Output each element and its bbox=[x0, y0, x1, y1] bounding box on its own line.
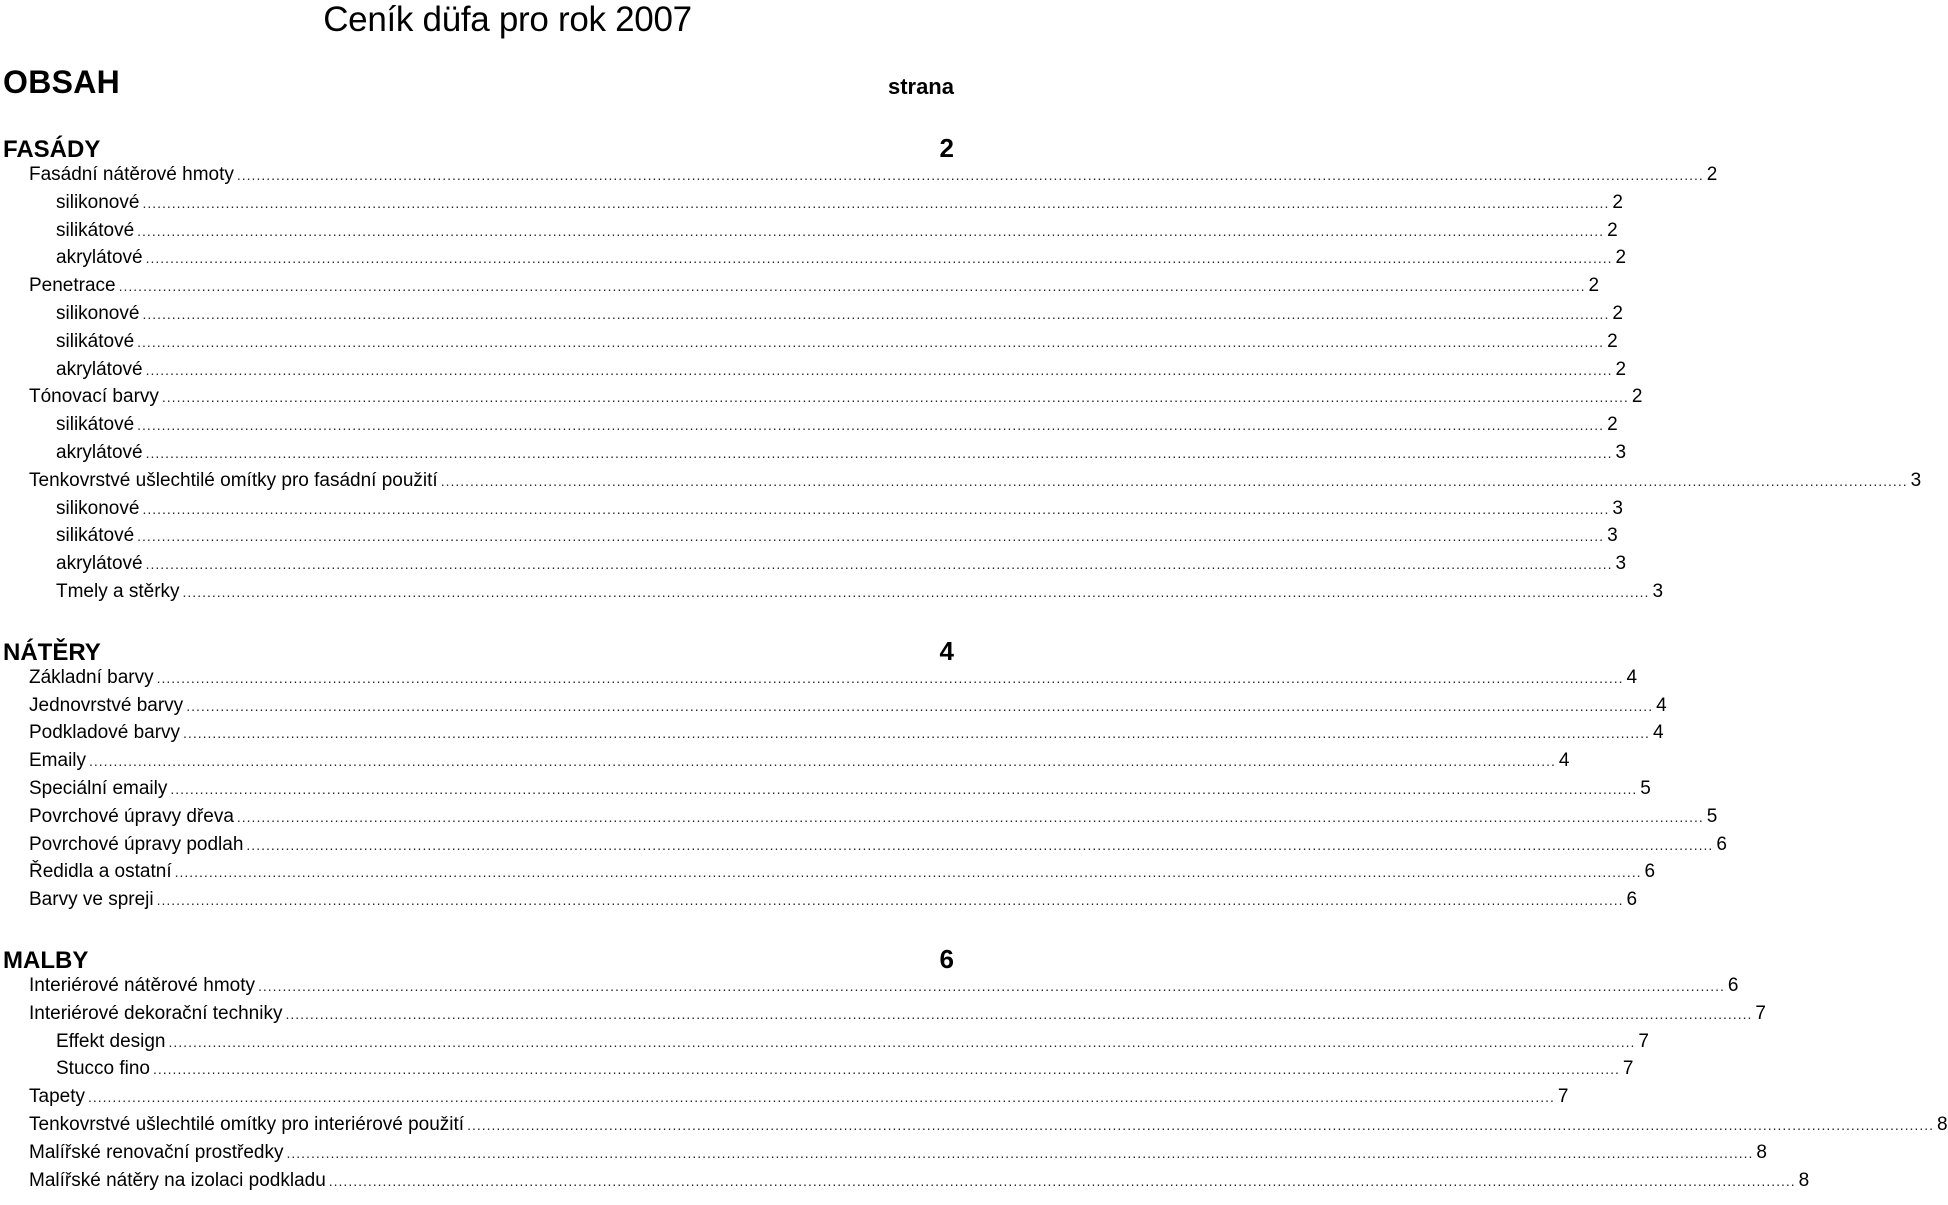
toc-entry bbox=[0, 666, 1638, 695]
section-title: NÁTĚRY bbox=[3, 638, 101, 666]
dot-leader: ............................................................................................................................................................................................................................................................................................................ bbox=[145, 361, 1613, 378]
toc-entry bbox=[0, 580, 1664, 609]
dot-leader: ............................................................................................................................................................................................................................................................................................................ bbox=[186, 697, 1654, 714]
section-page-number: 2 bbox=[939, 133, 954, 163]
toc-entry bbox=[0, 805, 1718, 834]
entry-label: Podkladové barvy bbox=[29, 722, 181, 744]
dot-leader: ............................................................................................................................................................................................................................................................................................................ bbox=[170, 780, 1638, 797]
entry-page-number: 7 bbox=[1755, 1002, 1766, 1024]
dot-leader: ............................................................................................................................................................................................................................................................................................................ bbox=[153, 1061, 1620, 1078]
toc-entry bbox=[0, 694, 1667, 723]
entry-label: Tmely a stěrky bbox=[56, 580, 180, 602]
dot-leader: ............................................................................................................................................................................................................................................................................................................ bbox=[89, 753, 1556, 770]
entry-label: silikonové bbox=[56, 191, 140, 213]
entry-label: Stucco fino bbox=[56, 1058, 150, 1080]
entry-label: silikátové bbox=[56, 414, 135, 436]
entry-page-number: 8 bbox=[1756, 1141, 1767, 1163]
entry-page-number: 5 bbox=[1706, 805, 1718, 827]
toc-entry bbox=[0, 386, 1643, 414]
contents-heading: OBSAH bbox=[3, 64, 121, 100]
toc-entry bbox=[0, 191, 1623, 220]
entry-page-number: 2 bbox=[1607, 219, 1618, 241]
entry-label: Jednovrstvé barvy bbox=[29, 694, 184, 716]
entry-label: Malířské nátěry na izolaci podkladu bbox=[29, 1169, 326, 1191]
entry-label: Tapety bbox=[29, 1086, 85, 1108]
entry-label: akrylátové bbox=[56, 247, 143, 269]
entry-label: silikonové bbox=[56, 497, 140, 519]
dot-leader: ............................................................................................................................................................................................................................................................................................................ bbox=[137, 528, 1605, 545]
dot-leader: ............................................................................................................................................................................................................................................................................................................ bbox=[286, 1144, 1754, 1161]
section-page-number: 6 bbox=[939, 943, 954, 974]
dot-leader: ............................................................................................................................................................................................................................................................................................................ bbox=[156, 669, 1624, 686]
entry-page-number: 4 bbox=[1558, 750, 1570, 772]
toc-entry bbox=[0, 497, 1623, 526]
dot-leader: ............................................................................................................................................................................................................................................................................................................ bbox=[137, 333, 1605, 350]
entry-page-number: 3 bbox=[1615, 441, 1627, 463]
entry-page-number: 2 bbox=[1588, 275, 1600, 297]
toc-section bbox=[0, 609, 1727, 917]
entry-label: Tenkovrstvé ušlechtilé omítky pro interiérové použití bbox=[29, 1113, 465, 1135]
entry-label: Penetrace bbox=[29, 275, 116, 297]
entry-page-number: 3 bbox=[1607, 525, 1618, 547]
entry-page-number: 3 bbox=[1612, 497, 1623, 519]
entry-label: Emaily bbox=[29, 750, 87, 772]
toc-entry bbox=[0, 414, 1618, 442]
entry-label: Speciální emaily bbox=[29, 777, 168, 799]
dot-leader: ............................................................................................................................................................................................................................................................................................................ bbox=[118, 278, 1586, 295]
entry-page-number: 2 bbox=[1607, 414, 1618, 436]
section-heading bbox=[0, 128, 960, 164]
toc-entry bbox=[0, 275, 1600, 303]
entry-label: Povrchové úpravy podlah bbox=[29, 833, 244, 855]
dot-leader: ............................................................................................................................................................................................................................................................................................................ bbox=[142, 305, 1610, 322]
dot-leader: ............................................................................................................................................................................................................................................................................................................ bbox=[258, 977, 1725, 994]
entry-label: Povrchové úpravy dřeva bbox=[29, 805, 234, 827]
entry-page-number: 7 bbox=[1622, 1058, 1634, 1080]
toc-entry bbox=[0, 247, 1627, 275]
toc-entry bbox=[0, 1086, 1569, 1114]
entry-page-number: 3 bbox=[1615, 553, 1627, 575]
toc-entry bbox=[0, 469, 1922, 498]
entry-page-number: 2 bbox=[1706, 164, 1718, 185]
dot-leader: ............................................................................................................................................................................................................................................................................................................ bbox=[156, 892, 1624, 909]
toc-entry bbox=[0, 889, 1638, 917]
toc-entry bbox=[0, 525, 1618, 553]
toc-entry bbox=[0, 1141, 1767, 1170]
section-title: FASÁDY bbox=[3, 136, 101, 163]
entry-page-number: 6 bbox=[1727, 974, 1739, 996]
entry-label: Tenkovrstvé ušlechtilé omítky pro fasádní použití bbox=[29, 469, 438, 491]
entry-label: Ředidla a ostatní bbox=[29, 861, 172, 883]
entry-page-number: 2 bbox=[1612, 191, 1623, 213]
entry-page-number: 4 bbox=[1626, 666, 1638, 688]
entry-page-number: 6 bbox=[1626, 889, 1638, 911]
section-page-number: 4 bbox=[939, 635, 954, 666]
entry-label: Interiérové dekorační techniky bbox=[29, 1002, 283, 1024]
dot-leader: ............................................................................................................................................................................................................................................................................................................ bbox=[137, 222, 1605, 239]
entry-label: akrylátové bbox=[56, 358, 143, 380]
page-column-label: strana bbox=[887, 74, 954, 99]
toc-entry bbox=[0, 358, 1627, 387]
entry-page-number: 6 bbox=[1644, 861, 1656, 883]
document-title: Ceník düfa pro rok 2007 bbox=[323, 0, 692, 39]
toc-entry bbox=[0, 553, 1627, 581]
entry-page-number: 3 bbox=[1910, 469, 1922, 491]
section-heading bbox=[0, 631, 960, 667]
toc-section bbox=[0, 128, 1922, 609]
toc-entry bbox=[0, 777, 1651, 806]
entry-label: silikátové bbox=[56, 525, 135, 547]
entry-label: silikátové bbox=[56, 330, 135, 352]
dot-leader: ............................................................................................................................................................................................................................................................................................................ bbox=[161, 389, 1629, 406]
dot-leader: ............................................................................................................................................................................................................................................................................................................ bbox=[285, 1005, 1753, 1022]
dot-leader: ............................................................................................................................................................................................................................................................................................................ bbox=[87, 1089, 1555, 1106]
entry-page-number: 2 bbox=[1612, 302, 1623, 324]
dot-leader: ............................................................................................................................................................................................................................................................................................................ bbox=[145, 250, 1613, 267]
section-spacer bbox=[0, 917, 960, 939]
dot-leader: ............................................................................................................................................................................................................................................................................................................ bbox=[174, 864, 1642, 881]
dot-leader: ............................................................................................................................................................................................................................................................................................................ bbox=[145, 556, 1613, 573]
entry-label: Barvy ve spreji bbox=[29, 889, 154, 911]
table-of-contents bbox=[0, 128, 1948, 1197]
dot-leader: ............................................................................................................................................................................................................................................................................................................ bbox=[328, 1172, 1796, 1189]
entry-page-number: 4 bbox=[1656, 694, 1667, 716]
toc-entry bbox=[0, 164, 1718, 192]
entry-label: akrylátové bbox=[56, 553, 143, 575]
toc-entry bbox=[0, 1058, 1634, 1086]
dot-leader: ............................................................................................................................................................................................................................................................................................................ bbox=[142, 500, 1610, 517]
entry-page-number: 5 bbox=[1640, 777, 1651, 799]
entry-page-number: 8 bbox=[1937, 1113, 1948, 1135]
toc-entry bbox=[0, 1030, 1649, 1059]
section-heading bbox=[0, 939, 960, 975]
toc-entry bbox=[0, 330, 1618, 359]
toc-entry bbox=[0, 1169, 1810, 1198]
dot-leader: ............................................................................................................................................................................................................................................................................................................ bbox=[137, 417, 1605, 434]
dot-leader: ............................................................................................................................................................................................................................................................................................................ bbox=[145, 444, 1613, 461]
toc-entry bbox=[0, 1002, 1766, 1031]
entry-label: Tónovací barvy bbox=[29, 386, 159, 408]
entry-label: Základní barvy bbox=[29, 666, 154, 688]
entry-page-number: 7 bbox=[1638, 1030, 1649, 1052]
toc-entry bbox=[0, 1113, 1948, 1142]
entry-label: Malířské renovační prostředky bbox=[29, 1141, 284, 1163]
toc-section bbox=[0, 917, 1948, 1197]
section-title: MALBY bbox=[3, 946, 89, 974]
section-spacer bbox=[0, 609, 960, 631]
entry-label: silikonové bbox=[56, 302, 140, 324]
dot-leader: ............................................................................................................................................................................................................................................................................................................ bbox=[142, 194, 1610, 211]
dot-leader: ............................................................................................................................................................................................................................................................................................................ bbox=[440, 472, 1908, 489]
entry-page-number: 7 bbox=[1557, 1086, 1569, 1108]
entry-page-number: 2 bbox=[1615, 247, 1627, 269]
toc-entry bbox=[0, 302, 1623, 331]
toc-entry bbox=[0, 833, 1727, 862]
toc-entry bbox=[0, 750, 1570, 778]
toc-entry bbox=[0, 219, 1618, 248]
toc-entry bbox=[0, 441, 1627, 470]
entry-page-number: 3 bbox=[1652, 580, 1664, 602]
dot-leader: ............................................................................................................................................................................................................................................................................................................ bbox=[467, 1116, 1934, 1133]
entry-page-number: 2 bbox=[1607, 330, 1618, 352]
dot-leader: ............................................................................................................................................................................................................................................................................................................ bbox=[236, 167, 1704, 183]
entry-label: Interiérové nátěrové hmoty bbox=[29, 974, 256, 996]
dot-leader: ............................................................................................................................................................................................................................................................................................................ bbox=[183, 725, 1650, 742]
entry-page-number: 4 bbox=[1652, 722, 1664, 744]
dot-leader: ............................................................................................................................................................................................................................................................................................................ bbox=[168, 1033, 1636, 1050]
entry-page-number: 2 bbox=[1615, 358, 1627, 380]
dot-leader: ............................................................................................................................................................................................................................................................................................................ bbox=[236, 808, 1704, 825]
toc-entry bbox=[0, 974, 1739, 1003]
entry-label: silikátové bbox=[56, 219, 135, 241]
entry-page-number: 6 bbox=[1716, 833, 1727, 855]
dot-leader: ............................................................................................................................................................................................................................................................................................................ bbox=[182, 583, 1650, 600]
entry-page-number: 2 bbox=[1631, 386, 1643, 408]
toc-entry bbox=[0, 722, 1664, 750]
dot-leader: ............................................................................................................................................................................................................................................................................................................ bbox=[246, 836, 1714, 853]
entry-label: Fasádní nátěrové hmoty bbox=[29, 164, 234, 185]
entry-label: Effekt design bbox=[56, 1030, 166, 1052]
entry-page-number: 8 bbox=[1798, 1169, 1810, 1191]
entry-label: akrylátové bbox=[56, 441, 143, 463]
toc-entry bbox=[0, 861, 1656, 889]
